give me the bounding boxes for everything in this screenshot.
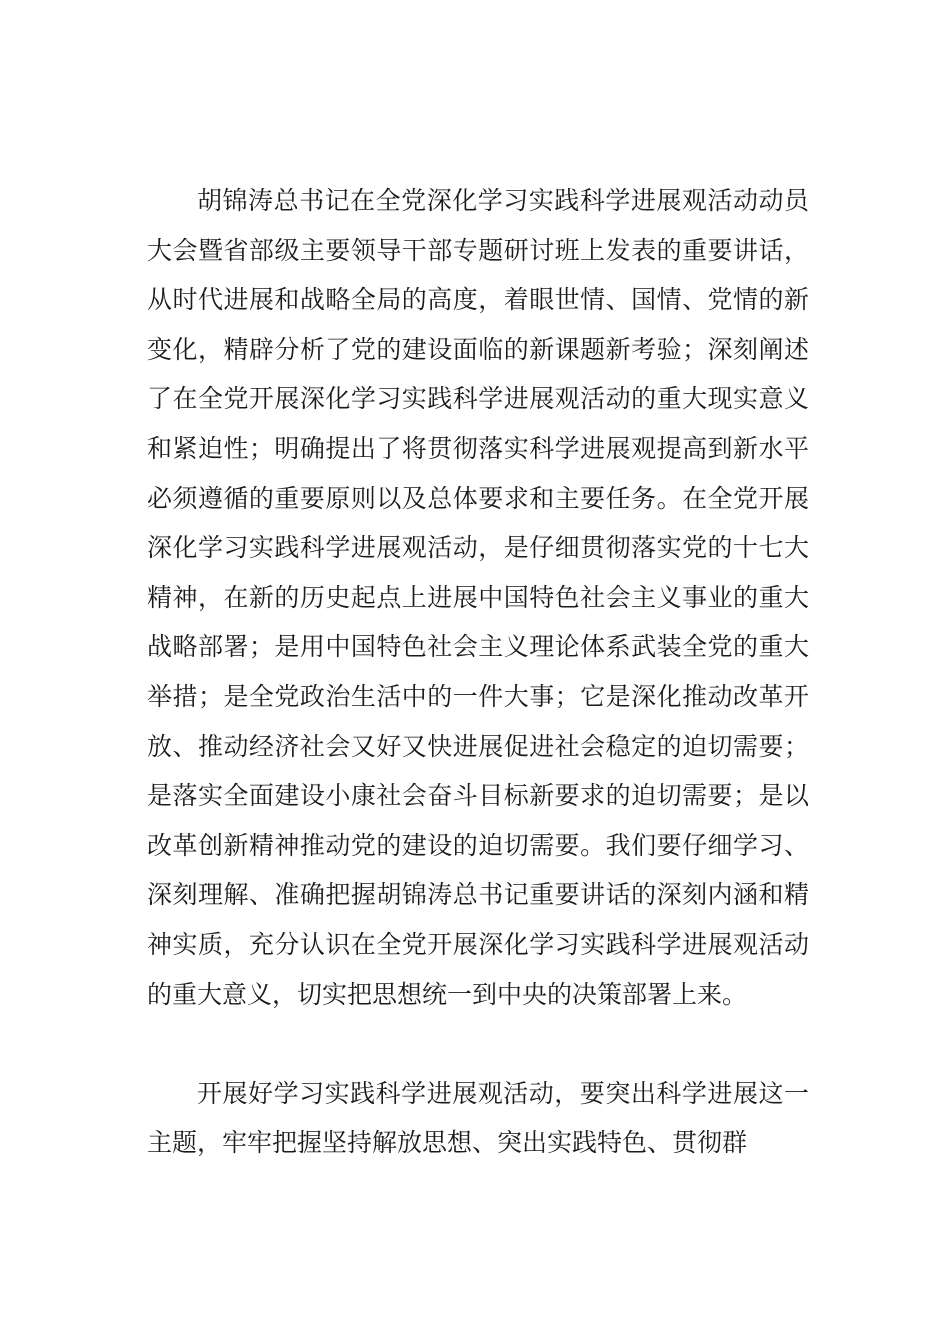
document-body: [147, 176, 809, 1168]
paragraph-1: 胡锦涛总书记在全党深化学习实践科学进展观活动动员大会暨省部级主要领导干部专题研讨班上发表的重要讲话，从时代进展和战略全局的高度，着眼世情、国情、党情的新变化，精辟分析了党的建设面临的新课题新考验；深刻阐述了在全党开展深化学习实践科学进展观活动的重大现实意义和紧迫性；明确提出了将贯彻落实科学进展观提高到新水平必须遵循的重要原则以及总体要求和主要任务。在全党开展深化学习实践科学进展观活动，是仔细贯彻落实党的十七大精神，在新的历史起点上进展中国特色社会主义事业的重大战略部署；是用中国特色社会主义理论体系武装全党的重大举措；是全党政治生活中的一件大事；它是深化推动改革开放、推动经济社会又好又快进展促进社会稳定的迫切需要；是落实全面建设小康社会奋斗目标新要求的迫切需要；是以改革创新精神推动党的建设的迫切需要。我们要仔细学习、深刻理解、准确把握胡锦涛总书记重要讲话的深刻内涵和精神实质，充分认识在全党开展深化学习实践科学进展观活动的重大意义，切实把思想统一到中央的决策部署上来。: [147, 186, 809, 1009]
paragraph-2: 开展好学习实践科学进展观活动，要突出科学进展这一主题，牢牢把握坚持解放思想、突出实践特色、贯彻群: [147, 1078, 809, 1158]
